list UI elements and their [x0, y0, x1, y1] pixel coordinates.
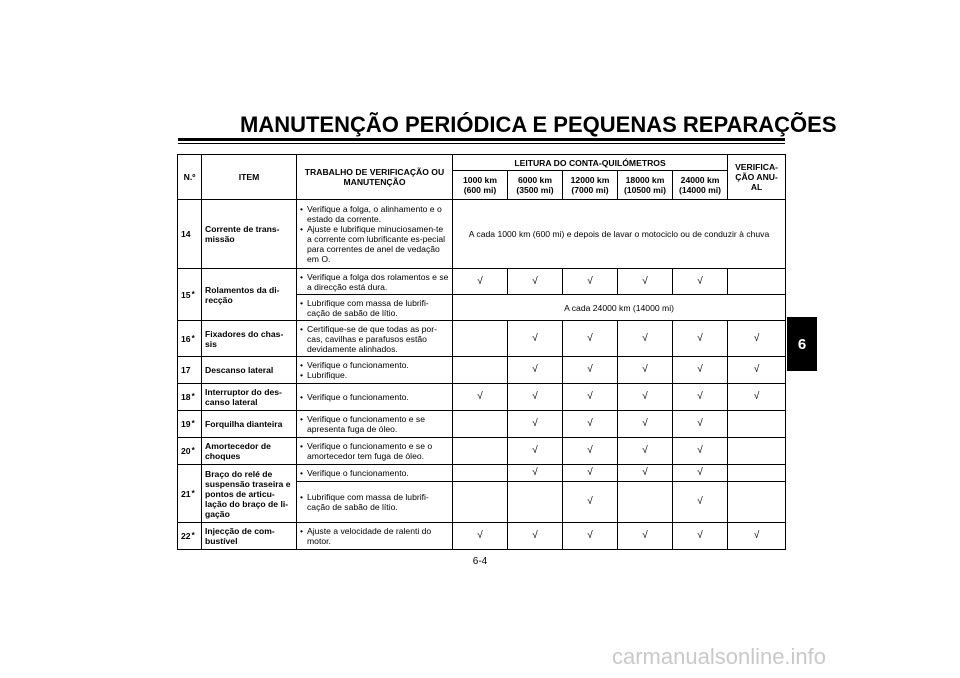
check-cell: √: [508, 321, 563, 357]
check-cell: √: [508, 411, 563, 438]
row-number: [178, 200, 202, 269]
interval-km: 12000 km: [570, 175, 610, 185]
check-cell: √: [673, 465, 728, 482]
row-number: [178, 438, 202, 465]
work-step: • Lubrifique com massa de lubrifi-cação de sabão de lítio.: [300, 492, 449, 512]
check-cell: √: [728, 357, 786, 384]
row-work: [297, 482, 453, 523]
interval-mi: (3500 mi): [516, 185, 554, 195]
empty-cell: [508, 482, 563, 523]
row-item: Interruptor do des-canso lateral: [202, 384, 297, 411]
check-cell: √: [563, 411, 618, 438]
row-work: [297, 523, 453, 550]
work-step: • Lubrifique com massa de lubrifi-cação de sabão de lítio.: [300, 298, 449, 318]
work-step: • Verifique a folga, o alinhamento e o estado da corrente.: [300, 204, 449, 224]
header-annual: VERIFICA-ÇÃO ANU-AL: [728, 155, 786, 200]
star-mark: *: [191, 333, 195, 343]
row-number: [178, 465, 202, 523]
table-row: [178, 321, 786, 357]
work-step: • Verifique o funcionamento e se apresenta fuga de óleo.: [300, 414, 449, 434]
empty-cell: [728, 438, 786, 465]
row-work: [297, 465, 453, 482]
header-interval-2: [508, 171, 563, 200]
table-row: [178, 200, 786, 269]
check-cell: √: [618, 411, 673, 438]
star-mark: *: [191, 446, 195, 455]
work-step: • Lubrifique.: [300, 370, 449, 380]
check-cell: √: [618, 269, 673, 295]
row-work: [297, 438, 453, 465]
work-step: • Verifique o funcionamento.: [300, 360, 449, 370]
check-cell: √: [563, 357, 618, 384]
check-cell: √: [618, 321, 673, 357]
check-cell: √: [508, 384, 563, 411]
watermark: carmanualsonline.info: [612, 644, 827, 669]
check-cell: √: [508, 465, 563, 482]
table-row: [178, 438, 786, 465]
row-number: [178, 523, 202, 550]
check-cell: √: [453, 523, 508, 550]
check-cell: √: [453, 269, 508, 295]
interval-km: 24000 km: [680, 175, 720, 185]
check-cell: √: [618, 357, 673, 384]
check-cell: √: [508, 438, 563, 465]
check-cell: √: [728, 523, 786, 550]
row-number: [178, 269, 202, 321]
title-rule: [178, 138, 785, 141]
row-item: Amortecedor de choques: [202, 438, 297, 465]
header-item: ITEM: [202, 155, 297, 200]
empty-cell: [728, 269, 786, 295]
empty-cell: [453, 357, 508, 384]
row-number-text: 21: [181, 488, 191, 499]
table-row: [178, 523, 786, 550]
row-number-text: 19: [181, 419, 191, 429]
check-cell: √: [508, 523, 563, 550]
check-cell: √: [563, 523, 618, 550]
check-cell: √: [563, 384, 618, 411]
row-work: [297, 295, 453, 321]
row-number: [178, 384, 202, 411]
work-step: • Ajuste a velocidade de ralenti do motor.: [300, 526, 449, 546]
row-work: [297, 357, 453, 384]
check-cell: √: [673, 321, 728, 357]
interval-note: A cada 24000 km (14000 mi): [453, 295, 786, 321]
maintenance-table: [177, 154, 786, 550]
table-row: [178, 411, 786, 438]
interval-km: 6000 km: [518, 175, 552, 185]
check-cell: √: [563, 465, 618, 482]
row-work: [297, 200, 453, 269]
page-number: 6-4: [472, 556, 488, 567]
check-cell: √: [618, 438, 673, 465]
work-step: • Certifique-se de que todas as por-cas, cavilhas e parafusos estão devidamente alinhados.: [300, 324, 449, 354]
check-cell: √: [563, 438, 618, 465]
check-cell: √: [673, 384, 728, 411]
row-work: [297, 269, 453, 295]
header-no: N.º: [178, 155, 202, 200]
check-cell: √: [728, 384, 786, 411]
work-step: • Verifique o funcionamento e se o amortecedor tem fuga de óleo.: [300, 441, 449, 461]
empty-cell: [453, 411, 508, 438]
interval-mi: (14000 mi): [679, 185, 722, 195]
header-interval-4: [618, 171, 673, 200]
row-work: [297, 321, 453, 357]
star-mark: *: [191, 531, 195, 540]
star-mark: *: [191, 488, 195, 498]
header-work: TRABALHO DE VERIFICAÇÃO OU MANUTENÇÃO: [297, 155, 453, 200]
empty-cell: [453, 438, 508, 465]
row-item: Corrente de trans-missão: [202, 200, 297, 269]
header-odometer: LEITURA DO CONTA-QUILÓMETROS: [453, 155, 728, 171]
row-number-text: 18: [181, 392, 191, 402]
check-cell: √: [618, 384, 673, 411]
star-mark: *: [191, 289, 195, 299]
title-rule-thin: [178, 143, 785, 144]
check-cell: √: [563, 321, 618, 357]
interval-note: A cada 1000 km (600 mi) e depois de lavar o motociclo ou de conduzir à chuva: [453, 200, 786, 269]
interval-mi: (7000 mi): [571, 185, 609, 195]
row-number-text: 14: [181, 229, 191, 239]
interval-km: 1000 km: [463, 175, 497, 185]
empty-cell: [728, 465, 786, 482]
row-work: [297, 411, 453, 438]
check-cell: √: [508, 269, 563, 295]
row-work: [297, 384, 453, 411]
check-cell: √: [618, 523, 673, 550]
check-cell: √: [673, 523, 728, 550]
row-number-text: 16: [181, 333, 191, 344]
check-cell: √: [618, 465, 673, 482]
chapter-tab: 6: [787, 317, 817, 371]
row-number-text: 20: [181, 446, 191, 456]
row-number-text: 22: [181, 531, 191, 541]
row-number: [178, 411, 202, 438]
row-number-text: 17: [181, 365, 191, 375]
check-cell: √: [673, 411, 728, 438]
check-cell: √: [673, 269, 728, 295]
page-title: MANUTENÇÃO PERIÓDICA E PEQUENAS REPARAÇÕES: [240, 112, 837, 137]
empty-cell: [618, 482, 673, 523]
empty-cell: [728, 482, 786, 523]
interval-km: 18000 km: [625, 175, 665, 185]
work-step: • Verifique o funcionamento.: [300, 392, 449, 402]
header-interval-5: [673, 171, 728, 200]
table-row: [178, 357, 786, 384]
star-mark: *: [191, 419, 195, 428]
row-number: [178, 321, 202, 357]
row-number: [178, 357, 202, 384]
check-cell: √: [508, 357, 563, 384]
check-cell: √: [563, 482, 618, 523]
empty-cell: [453, 321, 508, 357]
header-interval-3: [563, 171, 618, 200]
empty-cell: [453, 482, 508, 523]
row-item: Braço do relé de suspensão traseira e pontos de articu-lação do braço de li-gação: [202, 465, 297, 523]
interval-mi: (10500 mi): [623, 185, 667, 195]
work-step: • Verifique a folga dos rolamentos e se a direcção está dura.: [300, 272, 449, 292]
star-mark: *: [191, 392, 195, 401]
table-row: [178, 269, 786, 295]
row-number-text: 15: [181, 289, 191, 300]
empty-cell: [728, 411, 786, 438]
check-cell: √: [728, 321, 786, 357]
interval-mi: (600 mi): [463, 185, 497, 195]
table-row: [178, 465, 786, 482]
row-item: Fixadores do chas-sis: [202, 321, 297, 357]
check-cell: √: [673, 482, 728, 523]
work-step: • Ajuste e lubrifique minuciosamen-te a corrente com lubrificante es-pecial para correntes de anel de vedação em O.: [300, 224, 449, 264]
check-cell: √: [453, 384, 508, 411]
table-row: [178, 384, 786, 411]
row-item: Rolamentos da di-recção: [202, 269, 297, 321]
work-step: • Verifique o funcionamento.: [300, 468, 449, 478]
check-cell: √: [673, 357, 728, 384]
row-item: Injecção de com-bustível: [202, 523, 297, 550]
check-cell: √: [673, 438, 728, 465]
empty-cell: [453, 465, 508, 482]
header-interval-1: [453, 171, 508, 200]
row-item: Descanso lateral: [202, 357, 297, 384]
check-cell: √: [563, 269, 618, 295]
row-item: Forquilha dianteira: [202, 411, 297, 438]
